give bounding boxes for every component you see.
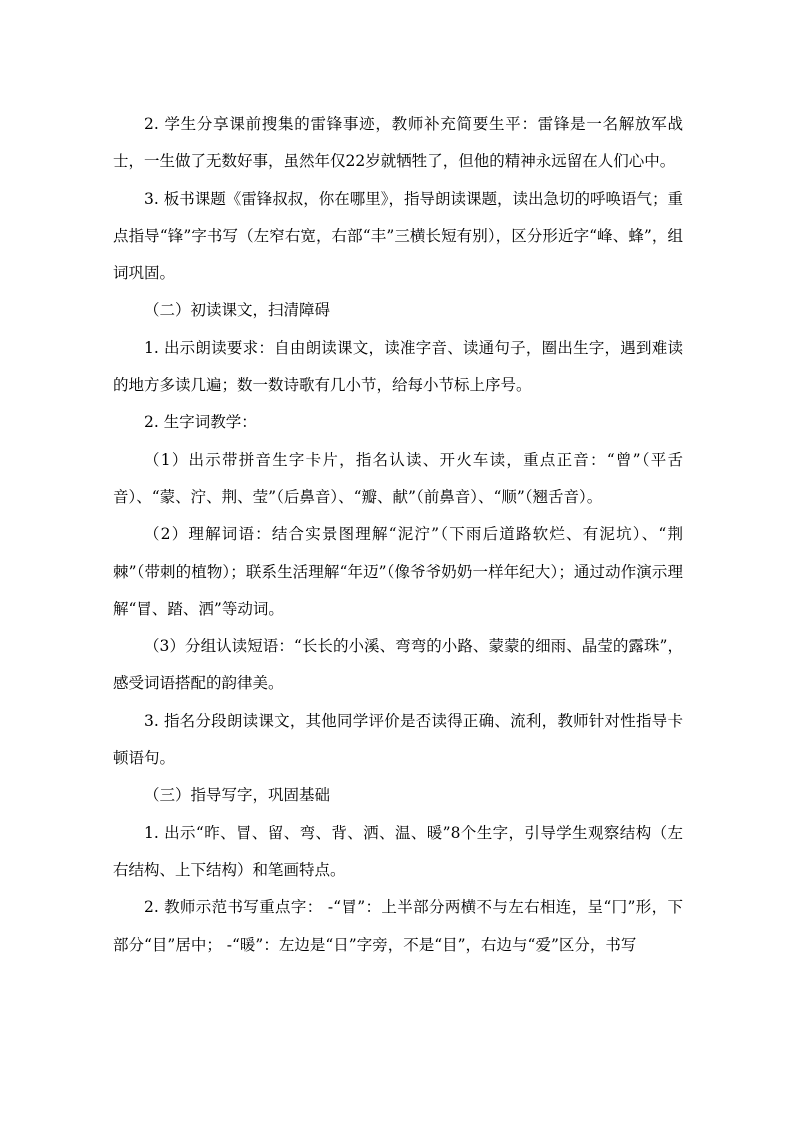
paragraph-phrase-reading: （3）分组认读短语：“长长的小溪、弯弯的小路、蒙蒙的细雨、晶莹的露珠”，感受词语搭配的韵律美。 bbox=[113, 637, 683, 693]
section-heading-first-reading: （二）初读课文，扫清障碍 bbox=[144, 301, 331, 320]
document-body bbox=[113, 106, 683, 964]
paragraph-pronunciation: （1）出示带拼音生字卡片，指名认读、开火车读，重点正音：“曾”（平舌音）、“蒙、泞、荆、莹”（后鼻音）、“瓣、献”（前鼻音）、“顺”（翘舌音）。 bbox=[113, 450, 683, 506]
paragraph-section-reading: 3. 指名分段朗读课文，其他同学评价是否读得正确、流利，教师针对性指导卡顿语句。 bbox=[113, 711, 683, 768]
paragraph-character-observation: 1. 出示“昨、冒、留、弯、背、洒、温、暖”8个生字，引导学生观察结构（左右结构、上下结构）和笔画特点。 bbox=[113, 823, 683, 879]
paragraph-writing-demo: 2. 教师示范书写重点字： -“冒”：上半部分两横不与左右相连，呈“冂”形，下部分“目”居中； -“暖”：左边是“日”字旁，不是“目”，右边与“爱”区分，书写 bbox=[113, 898, 683, 954]
paragraph-title-writing: 3. 板书课题《雷锋叔叔，你在哪里》，指导朗读课题，读出急切的呼唤语气；重点指导“锋”字书写（左窄右宽，右部“丰”三横长短有别），区分形近字“峰、蜂”，组词巩固。 bbox=[113, 189, 683, 283]
paragraph-lei-feng-story: 2. 学生分享课前搜集的雷锋事迹，教师补充简要生平：雷锋是一名解放军战士，一生做了无数好事，虽然年仅22岁就牺牲了，但他的精神永远留在人们心中。 bbox=[113, 115, 683, 171]
paragraph-vocab-teaching: 2. 生字词教学： bbox=[144, 413, 257, 432]
paragraph-reading-requirements: 1. 出示朗读要求：自由朗读课文，读准字音、读通句子，圈出生字，遇到难读的地方多读几遍；数一数诗歌有几小节，给每小节标上序号。 bbox=[113, 338, 683, 395]
paragraph-word-meaning: （2）理解词语：结合实景图理解“泥泞”（下雨后道路软烂、有泥坑）、“荆棘”（带刺的植物）；联系生活理解“年迈”（像爷爷奶奶一样年纪大）；通过动作演示理解“冒、踏、洒”等动词。 bbox=[113, 525, 683, 618]
section-heading-writing: （三）指导写字，巩固基础 bbox=[144, 786, 331, 805]
